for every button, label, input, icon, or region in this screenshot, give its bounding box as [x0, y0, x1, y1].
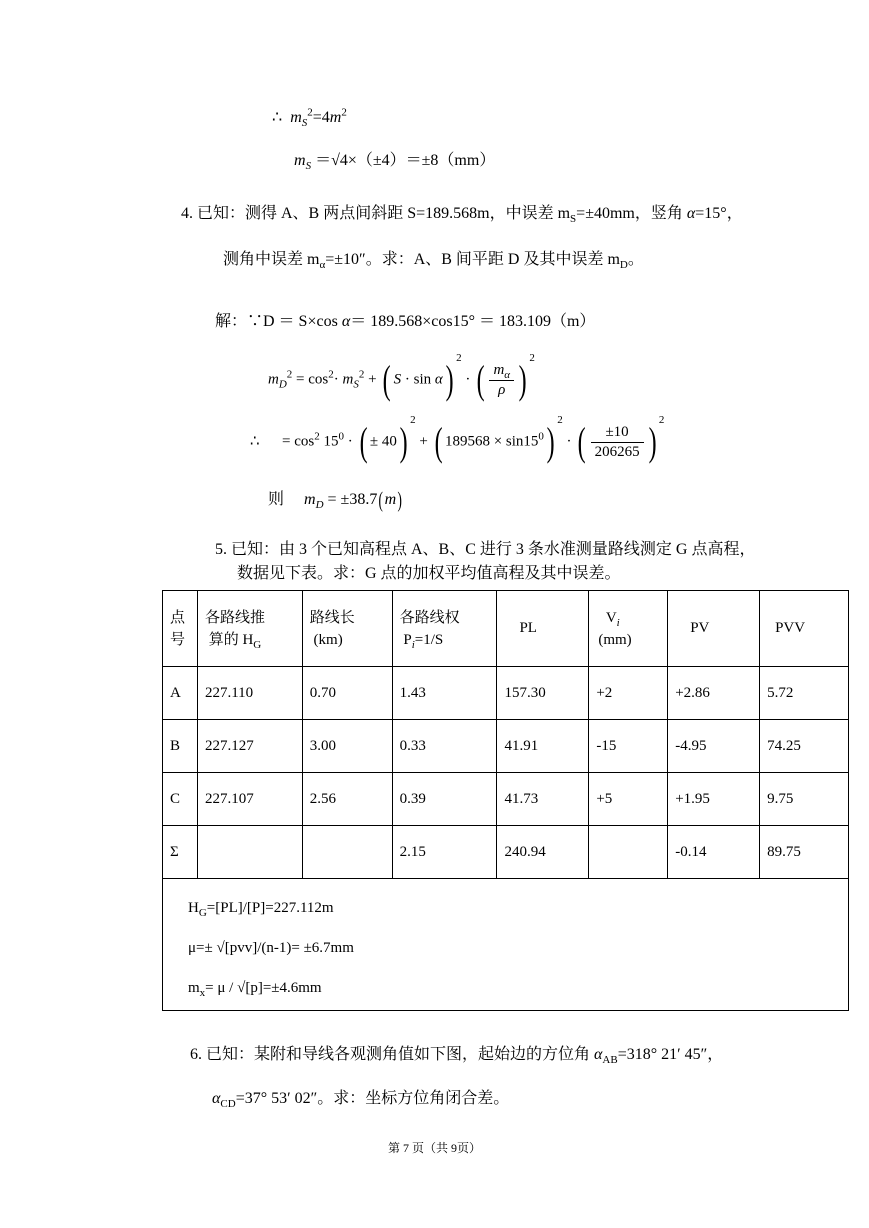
question-4-line-2: 测角中误差 $m_\alpha=\pm 10''$。求：A、B 间平距 D 及其中误差 $m_D$。	[223, 251, 644, 272]
table-cell: 5.72	[760, 667, 849, 720]
table-sum-row	[163, 826, 849, 879]
table-cell	[589, 826, 668, 879]
ms-result-equation: $m_S =√4\times(\pm 4)=\pm 8(mm)$	[294, 152, 496, 173]
md-squared-formula: $m_D^2 = \cos^2\cdot m_S^2$ + ( S · sin α) $^2$ · ( $\frac{m_\alpha}{\rho}$ ) $^2$	[268, 352, 535, 402]
table-cell: 227.107	[197, 773, 302, 826]
header-pvv: PVV	[760, 591, 849, 667]
therefore-symbol: ∴	[272, 109, 283, 126]
page-footer: 第 7 页（共 9页）	[387, 1141, 481, 1155]
table-cell: +2	[589, 667, 668, 720]
table-cell: 41.91	[497, 720, 589, 773]
table-cell: -0.14	[668, 826, 760, 879]
header-weight: 各路线权 $P_i=1/S$	[392, 591, 497, 667]
header-vi: $V_i$ (mm)	[589, 591, 668, 667]
md-result: 则 $m_D = \pm 38.7(m)$	[268, 487, 403, 513]
table-cell: 240.94	[497, 826, 589, 879]
ms-squared-equation: ∴ $m_S^2=4m^2$	[272, 106, 347, 130]
mx-formula: $m_x= \mu / √[p]=\pm 4.6mm$	[188, 980, 322, 999]
table-summary-row	[163, 879, 849, 1011]
table-cell: 89.75	[760, 826, 849, 879]
table-cell: 2.15	[392, 826, 497, 879]
therefore-symbol: ∴	[250, 433, 260, 450]
table-cell: 3.00	[302, 720, 392, 773]
table-cell: C	[163, 773, 198, 826]
table-cell: 157.30	[497, 667, 589, 720]
table-row	[163, 720, 849, 773]
question-6-line-1: 6. 已知：某附和导线各观测角值如下图，起始边的方位角 $\alpha_{AB}=318^\circ$ 21′ 45″，	[190, 1046, 724, 1067]
table-cell: -4.95	[668, 720, 760, 773]
table-cell	[302, 826, 392, 879]
table-cell: 41.73	[497, 773, 589, 826]
table-cell: 2.56	[302, 773, 392, 826]
fraction-numerator: ±10	[591, 424, 644, 443]
table-cell: Σ	[163, 826, 198, 879]
question-4-line-1: 4. 已知：测得 A、B 两点间斜距 S=189.568m，中误差 $m_S=\pm 40mm$，竖角 α=15°，	[181, 205, 743, 226]
md-substitution-formula: ∴ = $\cos^2 15^0$ · ( ± 40) $^2$ + ( $189568 \times \sin 15^0$) $^2$ · ( $\frac{\pm 10}{206265}$ ) $^2$	[250, 414, 665, 464]
table-cell: +2.86	[668, 667, 760, 720]
header-hg: 各路线推 算的 $H_G$	[197, 591, 302, 667]
table-cell: 227.127	[197, 720, 302, 773]
question-5-line-2: 数据见下表。求：G 点的加权平均值高程及其中误差。	[237, 565, 621, 582]
table-row	[163, 667, 849, 720]
table-cell: 0.39	[392, 773, 497, 826]
then-label: 则	[268, 491, 285, 508]
table-cell: 0.70	[302, 667, 392, 720]
question-6-line-2: $\alpha_{CD}=37^\circ$ 53′ 02″。求：坐标方位角闭合差。	[212, 1090, 510, 1111]
table-cell: 0.33	[392, 720, 497, 773]
header-pv: PV	[668, 591, 760, 667]
question-4-solution: 解：∵D ＝ S×cos α＝ 189.568×cos15° ＝ 183.109（m）	[215, 313, 596, 330]
table-cell: 227.110	[197, 667, 302, 720]
table-header-row	[163, 591, 849, 667]
mu-formula: μ=± √[pvv]/(n-1)= ±6.7mm	[188, 940, 354, 956]
fraction-denominator: 206265	[594, 443, 640, 460]
table-cell	[197, 826, 302, 879]
table-cell: B	[163, 720, 198, 773]
table-row	[163, 773, 849, 826]
table-cell: +5	[589, 773, 668, 826]
table-cell: 74.25	[760, 720, 849, 773]
summary-cell	[163, 879, 849, 1011]
table-cell: 1.43	[392, 667, 497, 720]
question-5-line-1: 5. 已知：由 3 个已知高程点 A、B、C 进行 3 条水准测量路线测定 G 点高程，	[215, 541, 756, 558]
header-pl: PL	[497, 591, 589, 667]
leveling-table	[162, 590, 849, 1011]
header-length: 路线长 (km)	[302, 591, 392, 667]
header-point: 点 号	[163, 591, 198, 667]
table-cell: +1.95	[668, 773, 760, 826]
hg-formula: $H_G=[PL]/[P]=227.112m$	[188, 900, 334, 919]
table-cell: A	[163, 667, 198, 720]
table-cell: 9.75	[760, 773, 849, 826]
table-cell: -15	[589, 720, 668, 773]
